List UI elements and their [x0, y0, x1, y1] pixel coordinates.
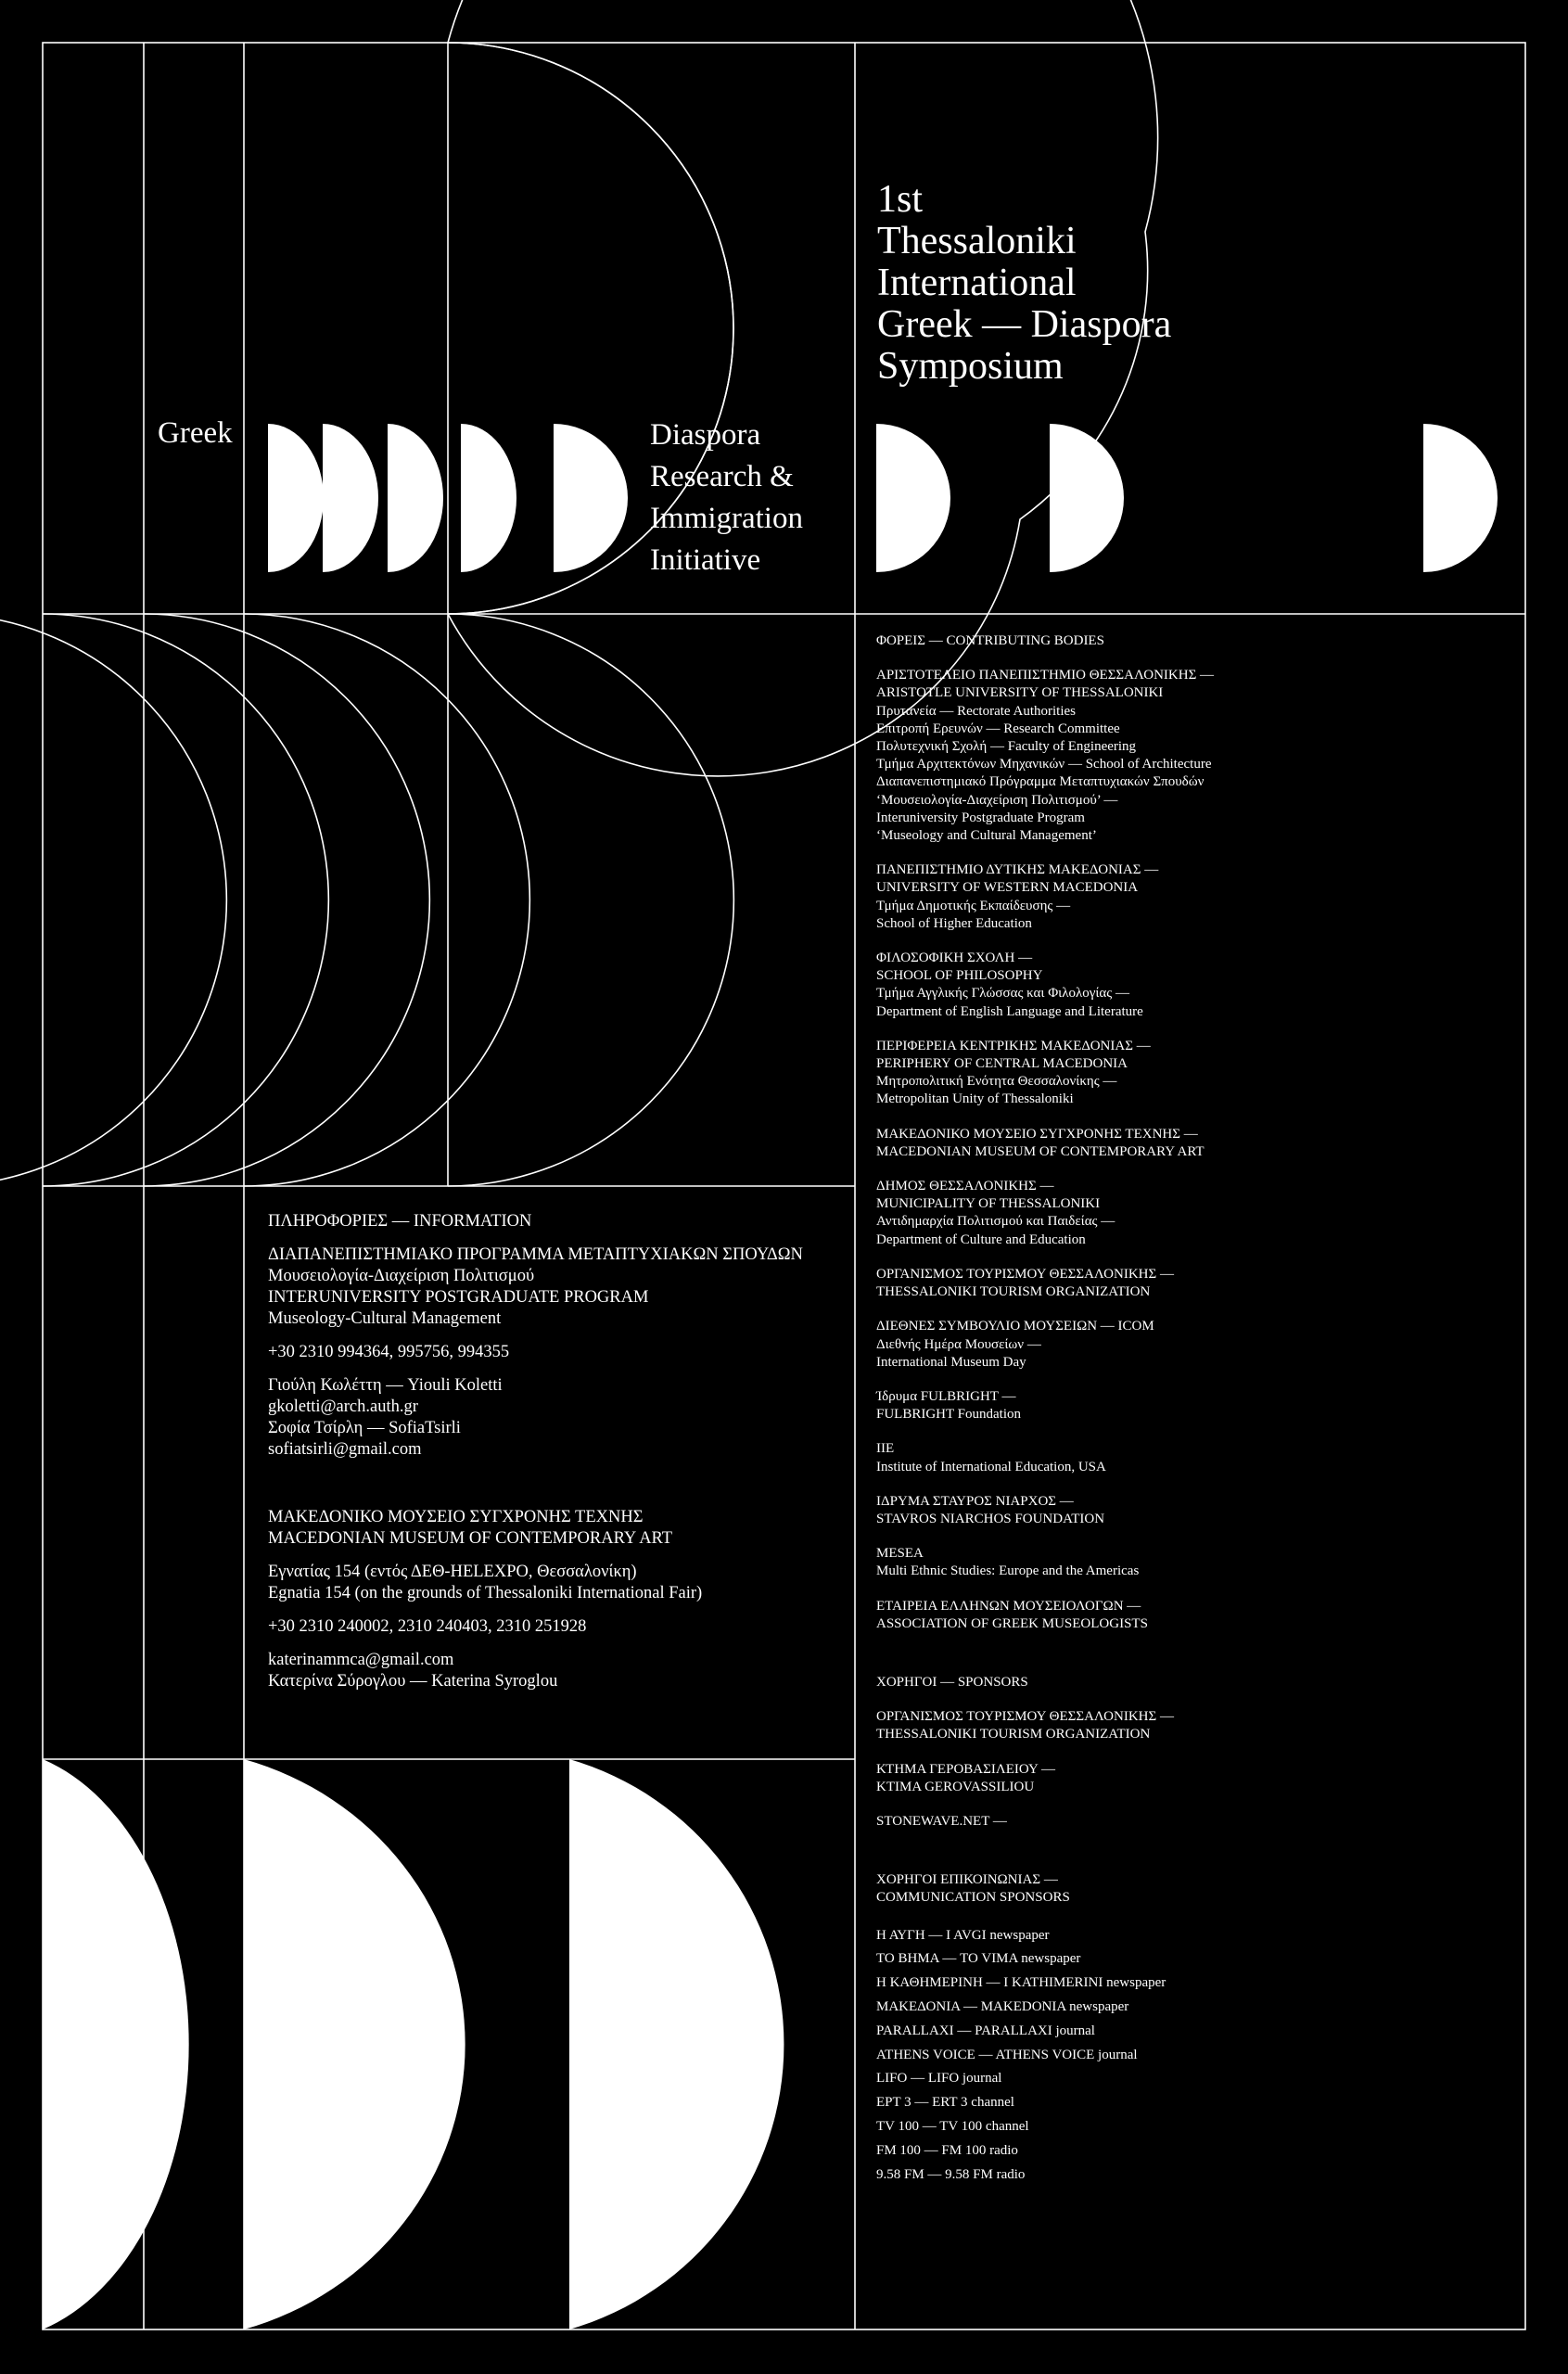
contact-email[interactable]: gkoletti@arch.auth.gr [268, 1398, 418, 1416]
body-entry-line: Διαπανεπιστημιακό Πρόγραμμα Μεταπτυχιακών Σπουδών [876, 774, 1205, 790]
text-line: Museology-Cultural Management [268, 1309, 502, 1328]
contact-line: Σοφία Τσίρλη — SofiaTsirli [268, 1419, 461, 1437]
body-entry-line: Department of Culture and Education [876, 1232, 1086, 1247]
media-entry: TV 100 — TV 100 channel [876, 2118, 1029, 2134]
sponsor-entry-line: ΟΡΓΑΝΙΣΜΟΣ ΤΟΥΡΙΣΜΟΥ ΘΕΣΣΑΛΟΝΙΚΗΣ — [876, 1709, 1174, 1725]
body-entry-line: ΔΙΕΘΝΕΣ ΣΥΜΒΟΥΛΙΟ ΜΟΥΣΕΙΩΝ — ICOM [876, 1319, 1154, 1334]
museum-lines [268, 1507, 803, 1550]
body-entry-line: Τμήμα Αγγλικής Γλώσσας και Φιλολογίας — [876, 986, 1129, 1002]
media-entry: Η ΑΥΓΗ — I AVGI newspaper [876, 1927, 1050, 1943]
body-entry-line: Μητροπολιτική Ενότητα Θεσσαλονίκης — [876, 1074, 1117, 1090]
body-entry [876, 667, 1525, 845]
body-entry-line: Institute of International Education, USA [876, 1459, 1106, 1474]
body-entry [876, 1126, 1525, 1161]
body-entry-line: Interuniversity Postgraduate Program [876, 810, 1085, 825]
body-entry-line: Department of English Language and Literature [876, 1003, 1143, 1019]
sponsor-entry [876, 1708, 1525, 1743]
body-entry-line: MUNICIPALITY OF THESSALONIKI [876, 1196, 1101, 1212]
sidebar-list [876, 632, 1525, 2187]
body-entry [876, 1545, 1525, 1580]
body-entry-line: Πρυτανεία — Rectorate Authorities [876, 703, 1076, 719]
museum-phone: +30 2310 240002, 2310 240403, 2310 251928 [268, 1617, 587, 1636]
body-entry-line: SCHOOL OF PHILOSOPHY [876, 968, 1043, 984]
body-entry-line: UNIVERSITY OF WESTERN MACEDONIA [876, 880, 1139, 896]
bodies-list [876, 667, 1525, 1633]
body-entry [876, 1440, 1525, 1475]
body-entry-line: ‘Μουσειολογία-Διαχείριση Πολιτισμού’ — [876, 792, 1118, 808]
body-entry-line: Αντιδημαρχία Πολιτισμού και Παιδείας — [876, 1214, 1115, 1230]
body-entry-line: Τμήμα Δημοτικής Εκπαίδευσης — [876, 898, 1071, 913]
museum-contacts [268, 1650, 803, 1692]
media-entry: Η ΚΑΘΗΜΕΡΙΝΗ — I KATHIMERINI newspaper [876, 1975, 1166, 1991]
information-heading: ΠΛΗΡΟΦΟΡΙΕΣ — INFORMATION [268, 1212, 532, 1231]
program-lines [268, 1244, 803, 1330]
body-entry-line: Τμήμα Αρχιτεκτόνων Μηχανικών — School of Architecture [876, 757, 1212, 772]
body-entry-line: ΙΔΡΥΜΑ ΣΤΑΥΡΟΣ ΝΙΑΡΧΟΣ — [876, 1493, 1074, 1509]
body-entry-line: ΑΡΙΣΤΟΤΕΛΕΙΟ ΠΑΝΕΠΙΣΤΗΜΙΟ ΘΕΣΣΑΛΟΝΙΚΗΣ — [876, 668, 1215, 683]
body-entry-line: ΜΑΚΕΔΟΝΙΚΟ ΜΟΥΣΕΙΟ ΣΥΓΧΡΟΝΗΣ ΤΕΧΝΗΣ — [876, 1126, 1198, 1142]
text-line: INTERUNIVERSITY POSTGRADUATE PROGRAM [268, 1288, 649, 1307]
media-heading [876, 1871, 1525, 1907]
body-entry [876, 1178, 1525, 1249]
body-entry-line: MACEDONIAN MUSEUM OF CONTEMPORARY ART [876, 1143, 1205, 1159]
body-entry-line: ASSOCIATION OF GREEK MUSEOLOGISTS [876, 1615, 1148, 1631]
sponsor-entry-line: KTIMA GEROVASSILIOU [876, 1779, 1035, 1794]
title-line: Symposium [877, 345, 1064, 388]
logo-line: Diaspora [650, 418, 761, 452]
media-entry: ΜΑΚΕΔΟΝΙΑ — MAKEDONIA newspaper [876, 1998, 1129, 2014]
body-entry-line: Πολυτεχνική Σχολή — Faculty of Engineering [876, 739, 1137, 755]
body-entry-line: ΠΑΝΕΠΙΣΤΗΜΙΟ ΔΥΤΙΚΗΣ ΜΑΚΕΔΟΝΙΑΣ — [876, 862, 1159, 878]
title-line: Greek — Diaspora [877, 303, 1172, 346]
sponsor-entry [876, 1813, 1525, 1831]
media-entry: FM 100 — FM 100 radio [876, 2142, 1018, 2158]
body-entry-line: THESSALONIKI TOURISM ORGANIZATION [876, 1284, 1151, 1300]
text-line: MACEDONIAN MUSEUM OF CONTEMPORARY ART [268, 1529, 673, 1548]
body-entry [876, 950, 1525, 1021]
contact-line: Γιούλη Κωλέττη — Yiouli Koletti [268, 1376, 503, 1395]
sponsor-entry-line: ΚΤΗΜΑ ΓΕΡΟΒΑΣΙΛΕΙΟΥ — [876, 1761, 1055, 1777]
title-line: International [877, 262, 1077, 304]
body-entry-line: FULBRIGHT Foundation [876, 1407, 1021, 1423]
body-entry-line: School of Higher Education [876, 915, 1032, 931]
text-line: Μουσειολογία-Διαχείριση Πολιτισμού [268, 1267, 535, 1285]
text-line: ΔΙΑΠΑΝΕΠΙΣΤΗΜΙΑΚΟ ΠΡΟΓΡΑΜΜΑ ΜΕΤΑΠΤΥΧΙΑΚΩΝ ΣΠΟΥΔΩΝ [268, 1245, 803, 1264]
body-entry [876, 862, 1525, 933]
media-entry: ΕΡΤ 3 — ERT 3 channel [876, 2095, 1014, 2111]
body-entry [876, 1388, 1525, 1423]
sponsor-entry-line: THESSALONIKI TOURISM ORGANIZATION [876, 1727, 1151, 1742]
address-line: Egnatia 154 (on the grounds of Thessaloniki International Fair) [268, 1584, 703, 1602]
media-heading-line: ΧΟΡΗΓΟΙ ΕΠΙΚΟΙΝΩΝΙΑΣ — [876, 1872, 1058, 1888]
sponsors-heading: ΧΟΡΗΓΟΙ — SPONSORS [876, 1674, 1028, 1690]
contact-email[interactable]: katerinammca@gmail.com [268, 1651, 454, 1669]
body-entry-line: STAVROS NIARCHOS FOUNDATION [876, 1511, 1105, 1526]
media-list [876, 1924, 1525, 2188]
body-entry [876, 1318, 1525, 1372]
logo-line: Immigration [650, 502, 803, 535]
contact-email[interactable]: sofiatsirli@gmail.com [268, 1440, 422, 1459]
logo-wordmark [650, 415, 803, 581]
media-entry: ΤΟ ΒΗΜΑ — TO VIMA newspaper [876, 1951, 1081, 1967]
sponsors-list [876, 1708, 1525, 1831]
body-entry-line: ΟΡΓΑΝΙΣΜΟΣ ΤΟΥΡΙΣΜΟΥ ΘΕΣΣΑΛΟΝΙΚΗΣ — [876, 1266, 1174, 1282]
body-entry-line: IIE [876, 1441, 895, 1457]
museum-address [268, 1562, 803, 1604]
body-entry-line: Διεθνής Ημέρα Μουσείων — [876, 1336, 1041, 1352]
bodies-heading: ΦΟΡΕΙΣ — CONTRIBUTING BODIES [876, 633, 1104, 648]
media-heading-line: COMMUNICATION SPONSORS [876, 1890, 1070, 1906]
body-entry-line: Επιτροπή Ερευνών — Research Committee [876, 721, 1120, 736]
media-entry: PARALLAXI — PARALLAXI journal [876, 2023, 1095, 2038]
contacts [268, 1375, 803, 1461]
body-entry-line: ARISTOTLE UNIVERSITY OF THESSALONIKI [876, 685, 1164, 701]
address-line: Εγνατίας 154 (εντός ΔΕΘ-HELEXPO, Θεσσαλονίκη) [268, 1563, 637, 1581]
text-line: ΜΑΚΕΔΟΝΙΚΟ ΜΟΥΣΕΙΟ ΣΥΓΧΡΟΝΗΣ ΤΕΧΝΗΣ [268, 1508, 644, 1526]
body-entry [876, 1038, 1525, 1109]
body-entry-line: Ίδρυμα FULBRIGHT — [876, 1388, 1016, 1404]
sponsor-entry-line: STONEWAVE.NET — [876, 1813, 1007, 1829]
symposium-title [877, 179, 1171, 388]
logo-line: Research & [650, 460, 794, 493]
body-entry [876, 1266, 1525, 1301]
body-entry-line: ‘Museology and Cultural Management’ [876, 828, 1097, 844]
information-block [268, 1211, 803, 1692]
body-entry-line: ΠΕΡΙΦΕΡΕΙΑ ΚΕΝΤΡΙΚΗΣ ΜΑΚΕΔΟΝΙΑΣ — [876, 1038, 1151, 1053]
logo-word-greek: Greek [158, 416, 233, 450]
title-line: 1st [877, 178, 924, 221]
body-entry-line: PERIPHERY OF CENTRAL MACEDONIA [876, 1056, 1128, 1072]
media-entry: 9.58 FM — 9.58 FM radio [876, 2166, 1026, 2182]
body-entry-line: ΦΙΛΟΣΟΦΙΚΗ ΣΧΟΛΗ — [876, 951, 1033, 966]
program-phone: +30 2310 994364, 995756, 994355 [268, 1343, 510, 1361]
body-entry-line: ΕΤΑΙΡΕΙΑ ΕΛΛΗΝΩΝ ΜΟΥΣΕΙΟΛΟΓΩΝ — [876, 1598, 1141, 1614]
body-entry [876, 1493, 1525, 1528]
title-line: Thessaloniki [877, 220, 1077, 262]
media-entry: LIFO — LIFO journal [876, 2071, 1002, 2087]
media-entry: ATHENS VOICE — ATHENS VOICE journal [876, 2047, 1138, 2062]
logo-line: Initiative [650, 543, 761, 577]
body-entry-line: Multi Ethnic Studies: Europe and the Americas [876, 1564, 1140, 1579]
body-entry-line: ΔΗΜΟΣ ΘΕΣΣΑΛΟΝΙΚΗΣ — [876, 1179, 1054, 1194]
body-entry [876, 1598, 1525, 1633]
body-entry-line: MESEA [876, 1546, 924, 1562]
body-entry-line: International Museum Day [876, 1354, 1026, 1370]
sponsor-entry [876, 1761, 1525, 1796]
body-entry-line: Metropolitan Unity of Thessaloniki [876, 1091, 1074, 1107]
contact-line: Κατερίνα Σύρογλου — Katerina Syroglou [268, 1672, 558, 1691]
